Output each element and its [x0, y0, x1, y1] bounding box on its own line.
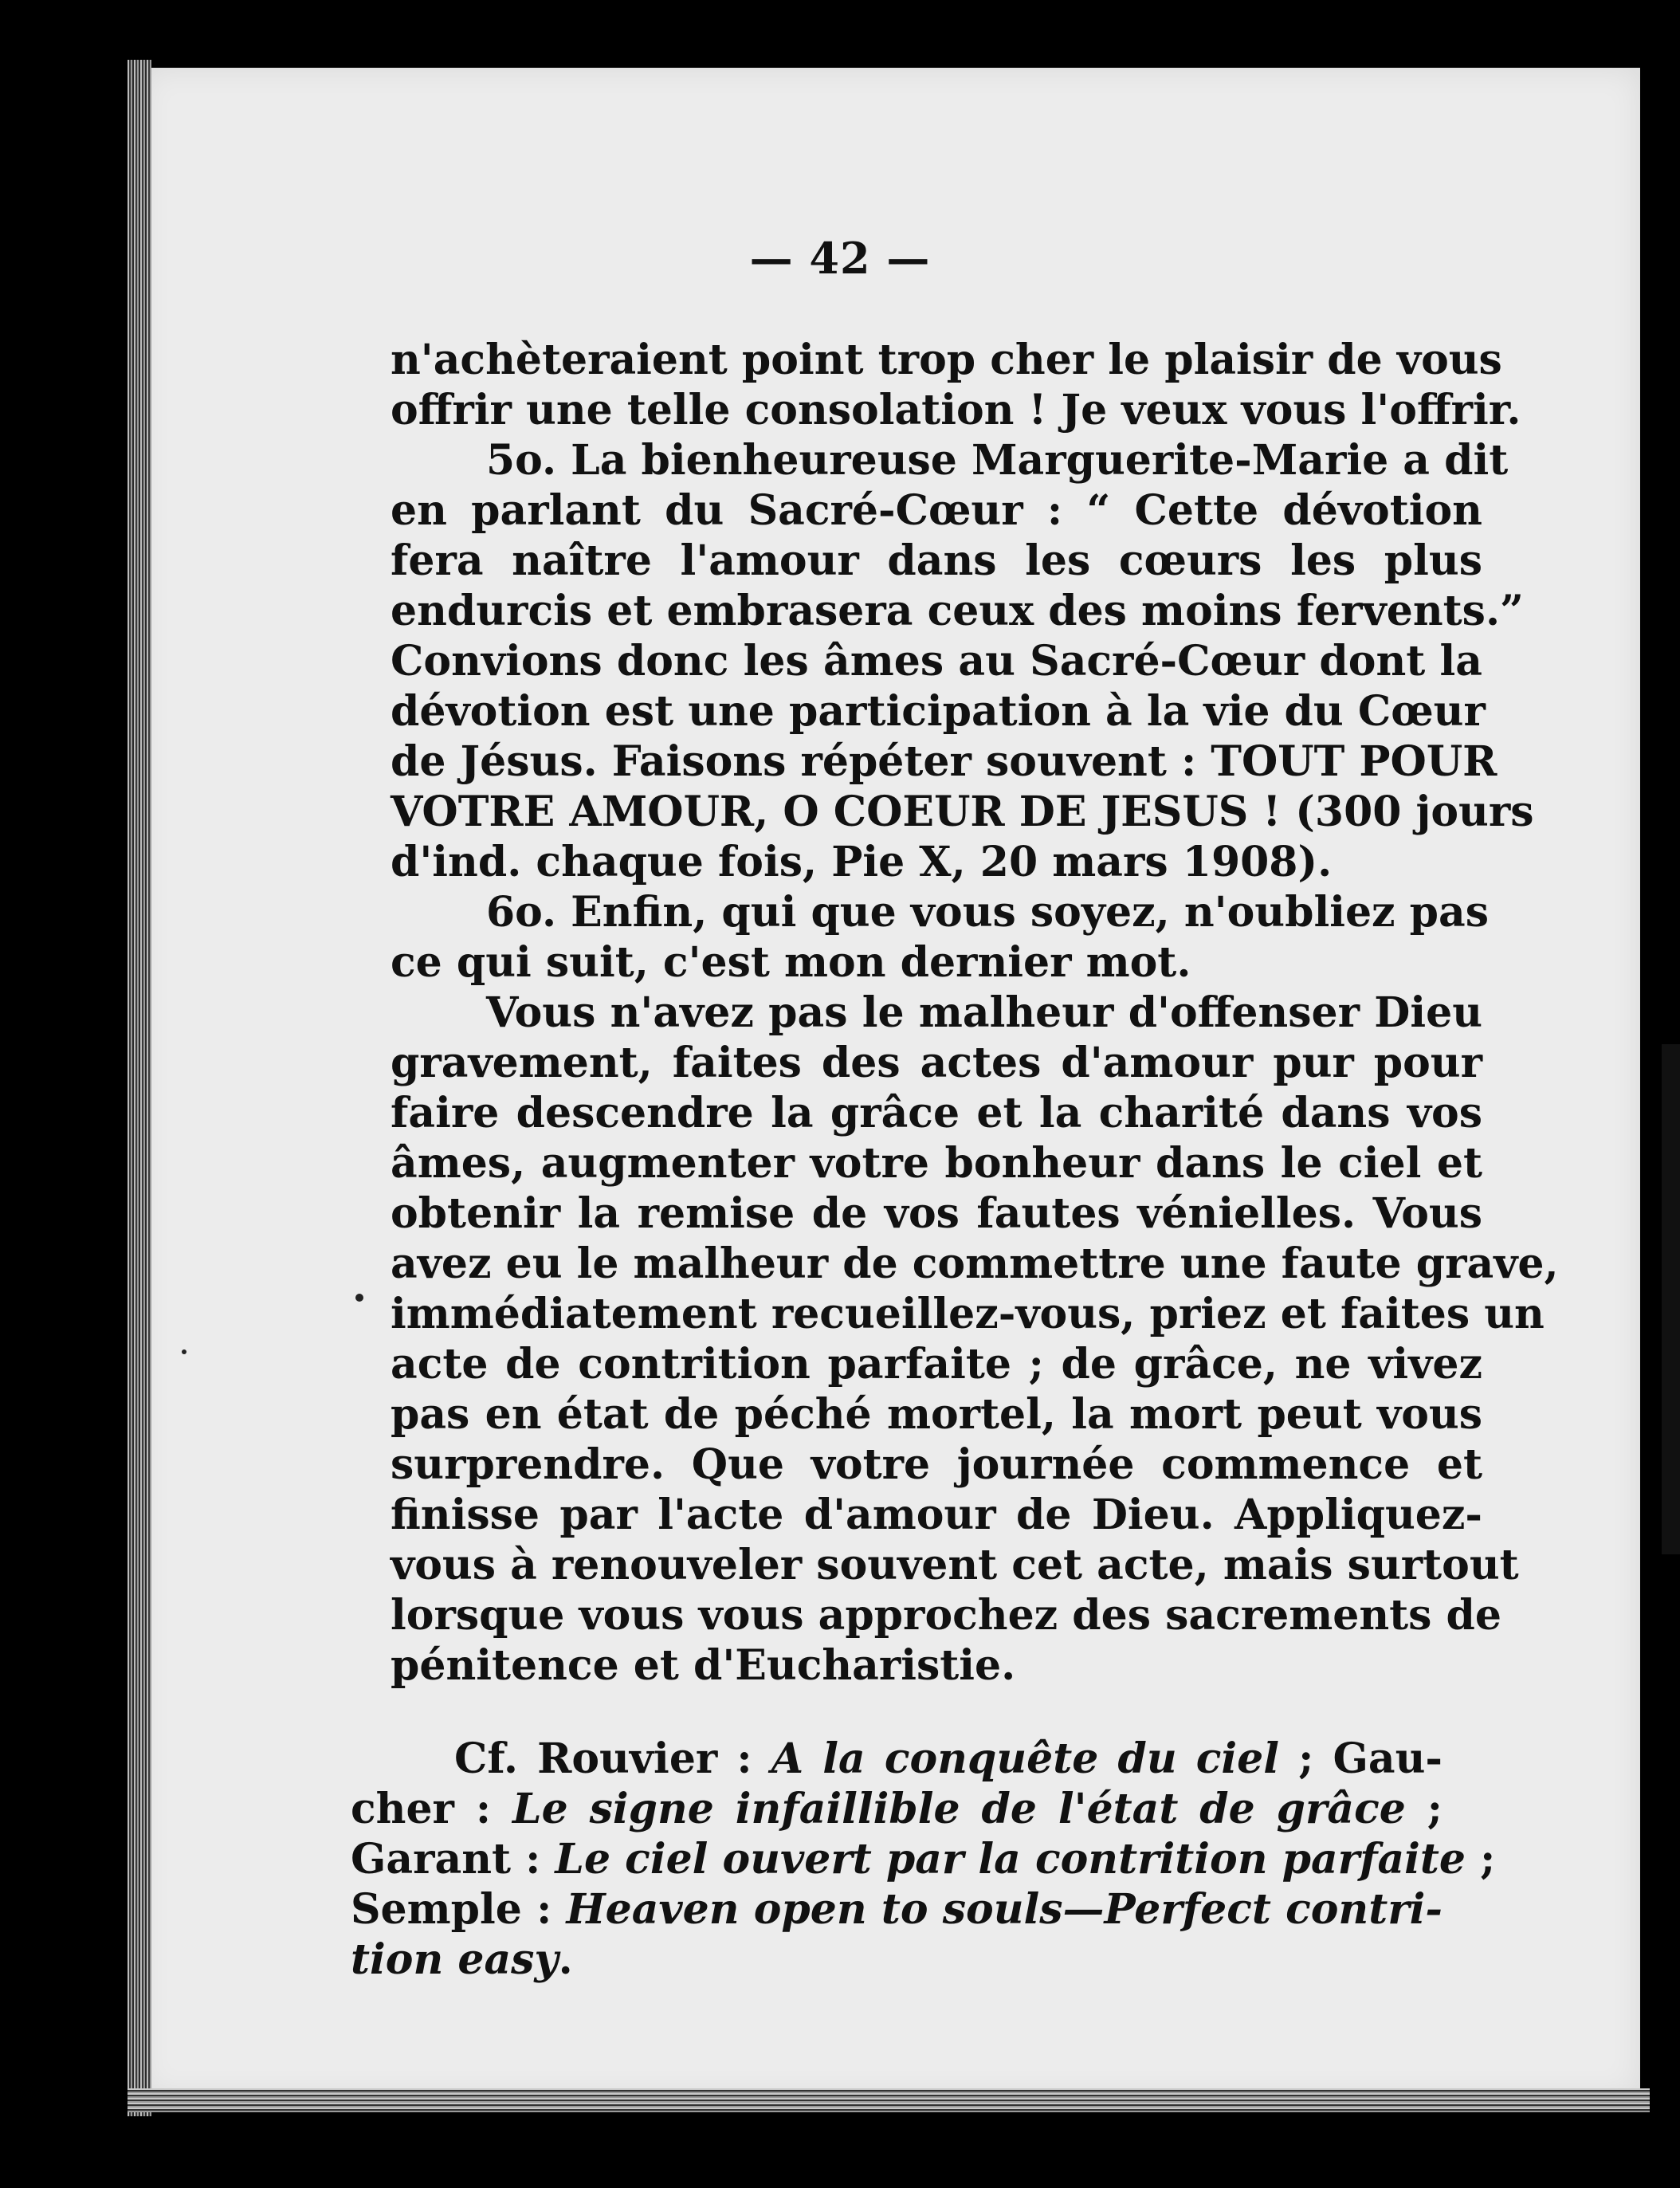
body-line: Convions donc les âmes au Sacré-Cœur dont la: [391, 637, 1482, 685]
body-line: pénitence et d'Eucharistie.: [391, 1641, 1016, 1690]
book-title: tion easy: [351, 1935, 559, 1984]
reference-line: tion easy.: [351, 1935, 573, 1984]
body-line: surprendre. Que votre journée commence et: [391, 1440, 1482, 1489]
reference-line: Cf. Rouvier : A la conquête du ciel ; Gau-: [454, 1734, 1443, 1783]
body-line: offrir une telle consolation ! Je veux vous l'offrir.: [391, 386, 1521, 434]
body-line: âmes, augmenter votre bonheur dans le ciel et: [391, 1139, 1482, 1188]
reference-line: cher : Le signe infaillible de l'état de grâce ;: [351, 1785, 1443, 1833]
body-text: [391, 335, 1559, 1691]
page-edge-mark: [1662, 1044, 1680, 1554]
body-line: lorsque vous vous approchez des sacrements de: [391, 1591, 1501, 1640]
body-line: avez eu le malheur de commettre une faute grave,: [391, 1239, 1559, 1288]
body-line: vous à renouveler souvent cet acte, mais surtout: [391, 1541, 1519, 1589]
references-block: [351, 1734, 1496, 1985]
book-title: Le ciel ouvert par la contrition parfaite: [555, 1835, 1466, 1884]
body-line: obtenir la remise de vos fautes vénielles. Vous: [391, 1189, 1482, 1238]
body-line: ce qui suit, c'est mon dernier mot.: [391, 938, 1191, 987]
body-line: 5o. La bienheureuse Marguerite-Marie a dit: [486, 436, 1509, 485]
book-title: Heaven open to souls—Perfect contri-: [566, 1885, 1443, 1934]
ink-speck: [182, 1349, 186, 1354]
body-line: endurcis et embrasera ceux des moins fervents.”: [391, 587, 1524, 635]
body-line: VOTRE AMOUR, O COEUR DE JESUS ! (300 jours: [391, 788, 1534, 836]
body-line: d'ind. chaque fois, Pie X, 20 mars 1908).: [391, 838, 1333, 886]
book-title: A la conquête du ciel: [771, 1734, 1280, 1783]
body-line: de Jésus. Faisons répéter souvent : TOUT POUR: [391, 737, 1497, 786]
body-line: immédiatement recueillez-vous, priez et faites un: [391, 1290, 1545, 1338]
body-line: fera naître l'amour dans les cœurs les plus: [391, 536, 1482, 585]
page-stack-bottom-edge: [128, 2088, 1650, 2112]
body-line: en parlant du Sacré-Cœur : “ Cette dévotion: [391, 486, 1482, 535]
body-line: dévotion est une participation à la vie du Cœur: [391, 687, 1486, 736]
page-stack-left-edge: [128, 60, 151, 2116]
body-line: n'achèteraient point trop cher le plaisir de vous: [391, 336, 1502, 384]
book-title: Le signe infaillible de l'état de grâce: [512, 1785, 1406, 1833]
body-line: Vous n'avez pas le malheur d'offenser Dieu: [486, 988, 1482, 1037]
page-number: — 42 —: [749, 233, 931, 284]
body-line: gravement, faites des actes d'amour pur pour: [391, 1039, 1482, 1087]
body-line: acte de contrition parfaite ; de grâce, ne vivez: [391, 1340, 1482, 1389]
reference-line: Garant : Le ciel ouvert par la contrition parfaite ;: [351, 1835, 1496, 1884]
body-line: finisse par l'acte d'amour de Dieu. Appliquez-: [391, 1491, 1482, 1539]
ink-speck: [355, 1294, 363, 1302]
body-line: faire descendre la grâce et la charité dans vos: [391, 1089, 1482, 1137]
reference-line: Semple : Heaven open to souls—Perfect contri-: [351, 1885, 1443, 1934]
body-line: 6o. Enfin, qui que vous soyez, n'oubliez pas: [486, 888, 1490, 937]
body-line: pas en état de péché mortel, la mort peut vous: [391, 1390, 1482, 1439]
